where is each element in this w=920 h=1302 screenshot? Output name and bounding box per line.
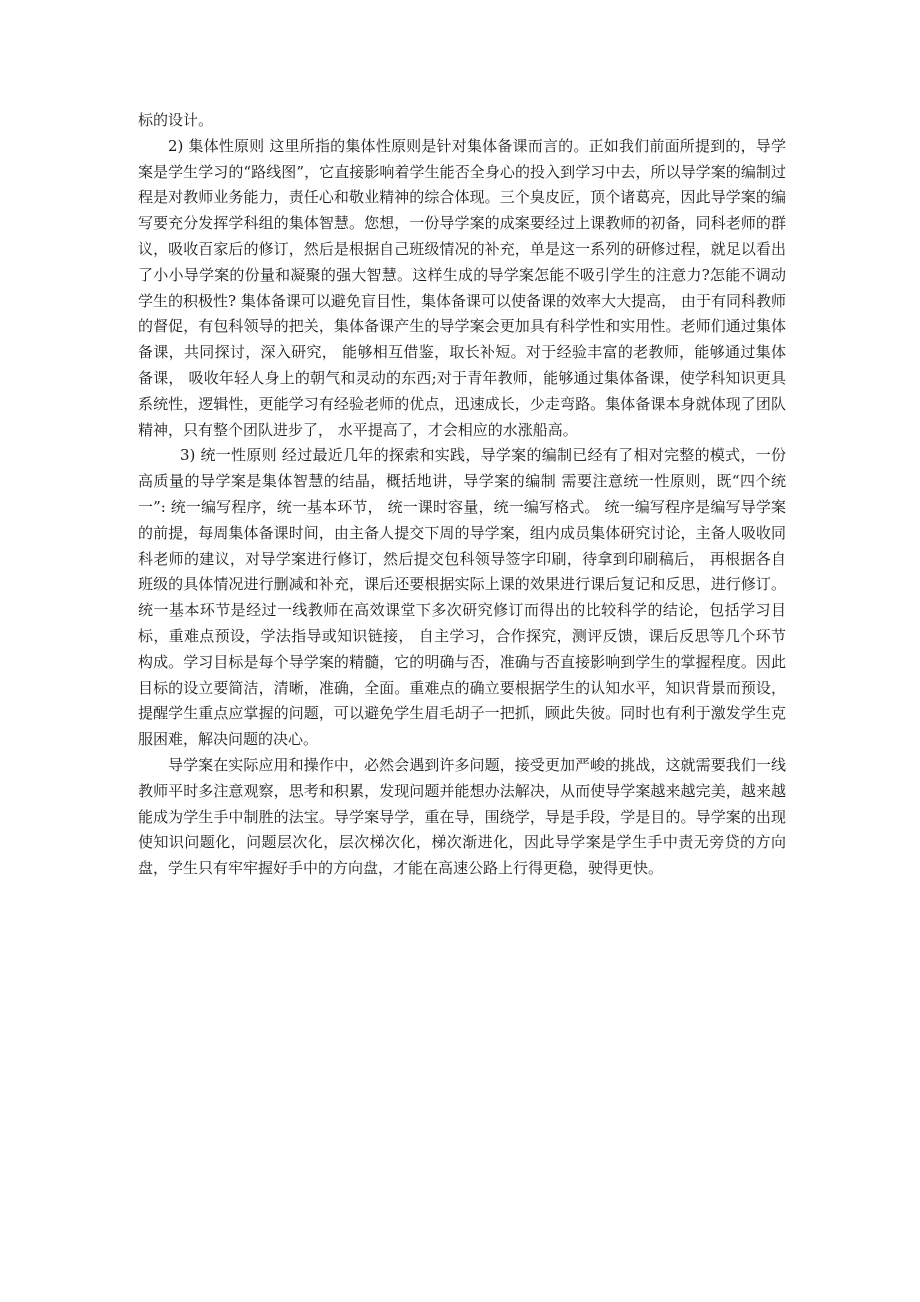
paragraph-conclusion: 导学案在实际应用和操作中，必然会遇到许多问题，接受更加严峻的挑战，这就需要我们一线教师平时多注意观察，思考和积累，发现问题并能想办法解决，从而使导学案越来越完美，越来越能成为学生手中制胜的法宝。导学案导学，重在导，围绕学，导是手段，学是目的。导学案的出现使知识问题化，问题层次化，层次梯次化，梯次渐进化，因此导学案是学生手中责无旁贷的方向盘，学生只有牢牢握好手中的方向盘，才能在高速公路上行得更稳，驶得更快。	[138, 755, 786, 878]
paragraph-continuation: 标的设计。	[138, 111, 214, 129]
document-body	[138, 108, 786, 882]
paragraph-unity-principle: 3) 统一性原则 经过最近几年的探索和实践，导学案的编制已经有了相对完整的模式，一份高质量的导学案是集体智慧的结晶，概括地讲，导学案的编制 需要注意统一性原则，既“四个统一”: 统一编写程序，统一基本环节， 统一课时容量，统一编写格式。 统一编写程序是编写导学案的前提，每周集体备课时间，由主备人提交下周的导学案，组内成员集体研究讨论，主备人吸收同科老师的建议，对导学案进行修订，然后提交包科领导签字印刷，待拿到印刷稿后， 再根据各自班级的具体情况进行删减和补充，课后还要根据实际上课的效果进行课后复记和反思，进行修订。 统一基本环节是经过一线教师在高效课堂下多次研究修订而得出的比较科学的结论，包括学习目标，重难点预设，学法指导或知识链接， 自主学习，合作探究，测评反馈，课后反思等几个环节构成。学习目标是每个导学案的精髓，它的明确与否，准确与否直接影响到学生的掌握程度。因此目标的设立要简洁，清晰，准确，全面。重难点的确立要根据学生的认知水平，知识背景而预设，提醒学生重点应掌握的问题，可以避免学生眉毛胡子一把抓，顾此失彼。同时也有利于激发学生克服困难，解决问题的决心。	[138, 446, 786, 749]
paragraph-collective-principle: 2) 集体性原则 这里所指的集体性原则是针对集体备课而言的。正如我们前面所提到的，导学案是学生学习的“路线图”，它直接影响着学生能否全身心的投入到学习中去，所以导学案的编制过程是对教师业务能力，责任心和敬业精神的综合体现。三个臭皮匠，顶个诸葛亮，因此导学案的编写要充分发挥学科组的集体智慧。您想，一份导学案的成案要经过上课教师的初备，同科老师的群议，吸收百家后的修订，然后是根据自己班级情况的补充，单是这一系列的研修过程，就足以看出了小小导学案的份量和凝聚的强大智慧。这样生成的导学案怎能不吸引学生的注意力?怎能不调动学生的积极性? 集体备课可以避免盲目性，集体备课可以使备课的效率大大提高， 由于有同科教师的督促，有包科领导的把关，集体备课产生的导学案会更加具有科学性和实用性。老师们通过集体备课，共同探讨，深入研究， 能够相互借鉴，取长补短。对于经验丰富的老教师，能够通过集体备课， 吸收年轻人身上的朝气和灵动的东西;对于青年教师，能够通过集体备课，使学科知识更具系统性，逻辑性，更能学习有经验老师的优点，迅速成长，少走弯路。集体备课本身就体现了团队精神，只有整个团队进步了， 水平提高了，才会相应的水涨船高。	[138, 136, 786, 439]
